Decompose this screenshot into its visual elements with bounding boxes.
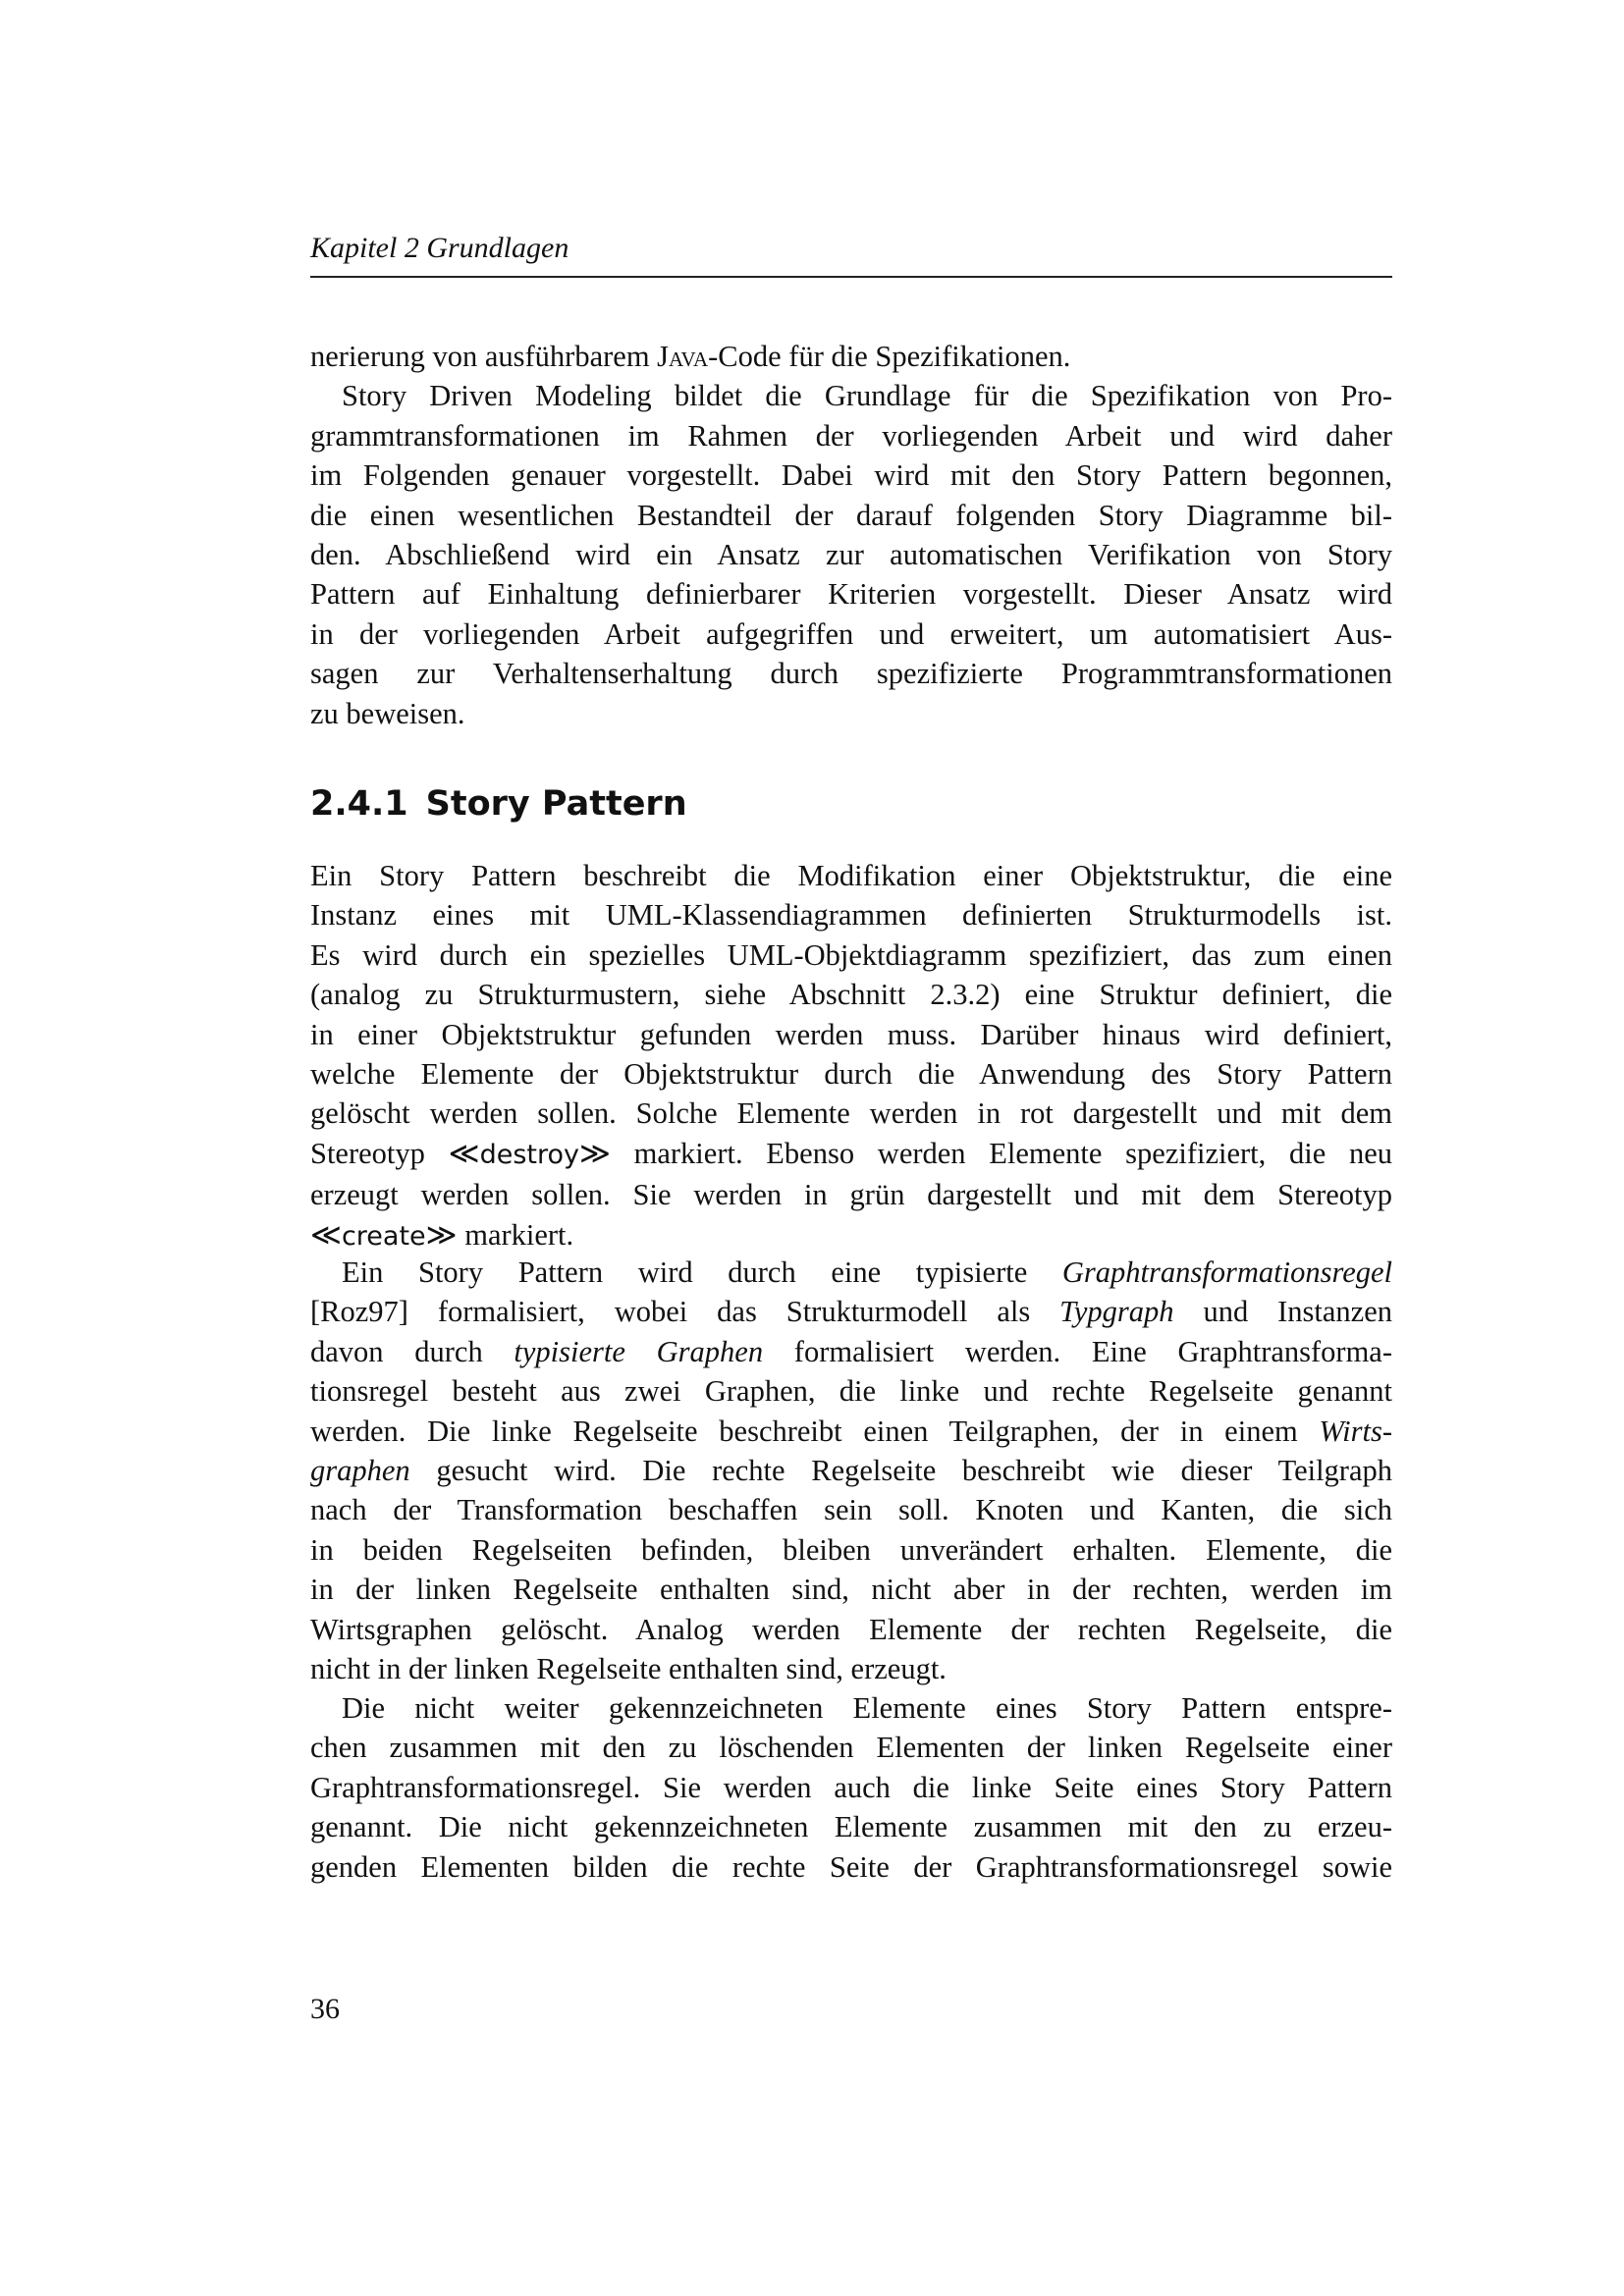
para2-line: zu beweisen. bbox=[310, 696, 465, 730]
term-typgraph: Typgraph bbox=[1059, 1295, 1174, 1329]
header-rule bbox=[310, 276, 1392, 278]
paragraph-linke-seite bbox=[310, 1688, 1392, 1887]
intro-line-1: nerierung von ausführbarem Java-Code für die Spezifikationen. bbox=[310, 340, 1071, 373]
section-number: 2.4.1 bbox=[310, 784, 408, 824]
para5-line: genannt. Die nicht gekennzeichneten Elemente zusammen mit den zu erzeu- bbox=[310, 1810, 1392, 1844]
page-number: 36 bbox=[310, 1993, 340, 2025]
stereotype-create: create bbox=[341, 1220, 426, 1252]
para4-line: davon durch typisierte Graphen formalisiert werden. Eine Graphtransforma- bbox=[310, 1334, 1392, 1368]
paragraph-story-pattern bbox=[310, 856, 1392, 1256]
para4-line: [Roz97] formalisiert, wobei das Strukturmodell als Typgraph und Instanzen bbox=[310, 1295, 1392, 1329]
para4-line: nach der Transformation beschaffen sein soll. Knoten und Kanten, die sich bbox=[310, 1493, 1392, 1527]
para3-line: gelöscht werden sollen. Solche Elemente werden in rot dargestellt und mit dem bbox=[310, 1096, 1392, 1131]
para2-line: sagen zur Verhaltenserhaltung durch spezifizierte Programmtransformationen bbox=[310, 657, 1392, 691]
para4-line: graphen gesucht wird. Die rechte Regelseite beschreibt wie dieser Teilgraph bbox=[310, 1454, 1392, 1488]
para2-line: in der vorliegenden Arbeit aufgegriffen und erweitert, um automatisiert Aus- bbox=[310, 616, 1392, 651]
para3-line-create: ≪create≫ markiert. bbox=[310, 1217, 574, 1252]
para4-line: Wirtsgraphen gelöscht. Analog werden Elemente der rechten Regelseite, die bbox=[310, 1612, 1392, 1646]
paragraph-graphtransformation bbox=[310, 1253, 1392, 1688]
para2-line: Story Driven Modeling bildet die Grundlage für die Spezifikation von Pro- bbox=[342, 379, 1392, 413]
intro-block bbox=[310, 337, 1392, 733]
para3-line: in einer Objektstruktur gefunden werden muss. Darüber hinaus wird definiert, bbox=[310, 1017, 1392, 1051]
para4-line: Ein Story Pattern wird durch eine typisierte Graphtransformationsregel bbox=[342, 1255, 1392, 1289]
para2-line: Pattern auf Einhaltung definierbarer Kriterien vorgestellt. Dieser Ansatz wird bbox=[310, 577, 1392, 612]
para4-line: in beiden Regelseiten befinden, bleiben unverändert erhalten. Elemente, die bbox=[310, 1532, 1392, 1567]
term-typisierte-graphen: typisierte Graphen bbox=[514, 1334, 764, 1368]
running-header: Kapitel 2 Grundlagen bbox=[310, 232, 569, 264]
para4-line: nicht in der linken Regelseite enthalten sind, erzeugt. bbox=[310, 1652, 947, 1686]
para3-line: Instanz eines mit UML-Klassendiagrammen definierten Strukturmodells ist. bbox=[310, 898, 1392, 933]
para4-line: in der linken Regelseite enthalten sind, nicht aber in der rechten, werden im bbox=[310, 1573, 1392, 1607]
para3-line: erzeugt werden sollen. Sie werden in grün dargestellt und mit dem Stereotyp bbox=[310, 1178, 1392, 1212]
term-graphtransformationsregel: Graphtransformationsregel bbox=[1061, 1255, 1392, 1289]
section-title: Story Pattern bbox=[425, 784, 687, 824]
stereotype-destroy: destroy bbox=[479, 1139, 579, 1170]
para5-line: Die nicht weiter gekennzeichneten Elemente eines Story Pattern entspre- bbox=[342, 1691, 1392, 1725]
para2-line: im Folgenden genauer vorgestellt. Dabei wird mit den Story Pattern begonnen, bbox=[310, 458, 1392, 493]
para5-line: Graphtransformationsregel. Sie werden auch die linke Seite eines Story Pattern bbox=[310, 1770, 1392, 1804]
java-smallcaps: Java bbox=[657, 340, 709, 373]
para4-line: werden. Die linke Regelseite beschreibt einen Teilgraphen, der in einem Wirts- bbox=[310, 1414, 1392, 1448]
para2-line: grammtransformationen im Rahmen der vorliegenden Arbeit und wird daher bbox=[310, 418, 1392, 453]
para2-line: den. Abschließend wird ein Ansatz zur automatischen Verifikation von Story bbox=[310, 538, 1392, 572]
para4-line: tionsregel besteht aus zwei Graphen, die linke und rechte Regelseite genannt bbox=[310, 1374, 1392, 1409]
para5-line: chen zusammen mit den zu löschenden Elementen der linken Regelseite einer bbox=[310, 1731, 1392, 1765]
term-wirtsgraphen-cont: graphen bbox=[310, 1454, 410, 1488]
para3-line: welche Elemente der Objektstruktur durch die Anwendung des Story Pattern bbox=[310, 1057, 1392, 1092]
para3-line: (analog zu Strukturmustern, siehe Abschnitt 2.3.2) eine Struktur definiert, die bbox=[310, 978, 1392, 1012]
para3-line-destroy: Stereotyp ≪destroy≫ markiert. Ebenso werden Elemente spezifiziert, die neu bbox=[310, 1136, 1392, 1170]
term-wirtsgraphen: Wirts- bbox=[1319, 1414, 1392, 1448]
para3-line: Es wird durch ein spezielles UML-Objektdiagramm spezifiziert, das zum einen bbox=[310, 937, 1392, 972]
para2-line: die einen wesentlichen Bestandteil der darauf folgenden Story Diagramme bil- bbox=[310, 498, 1392, 532]
para5-line: genden Elementen bilden die rechte Seite der Graphtransformationsregel sowie bbox=[310, 1849, 1392, 1884]
para3-line: Ein Story Pattern beschreibt die Modifikation einer Objektstruktur, die eine bbox=[310, 859, 1392, 892]
section-heading bbox=[310, 782, 1392, 826]
